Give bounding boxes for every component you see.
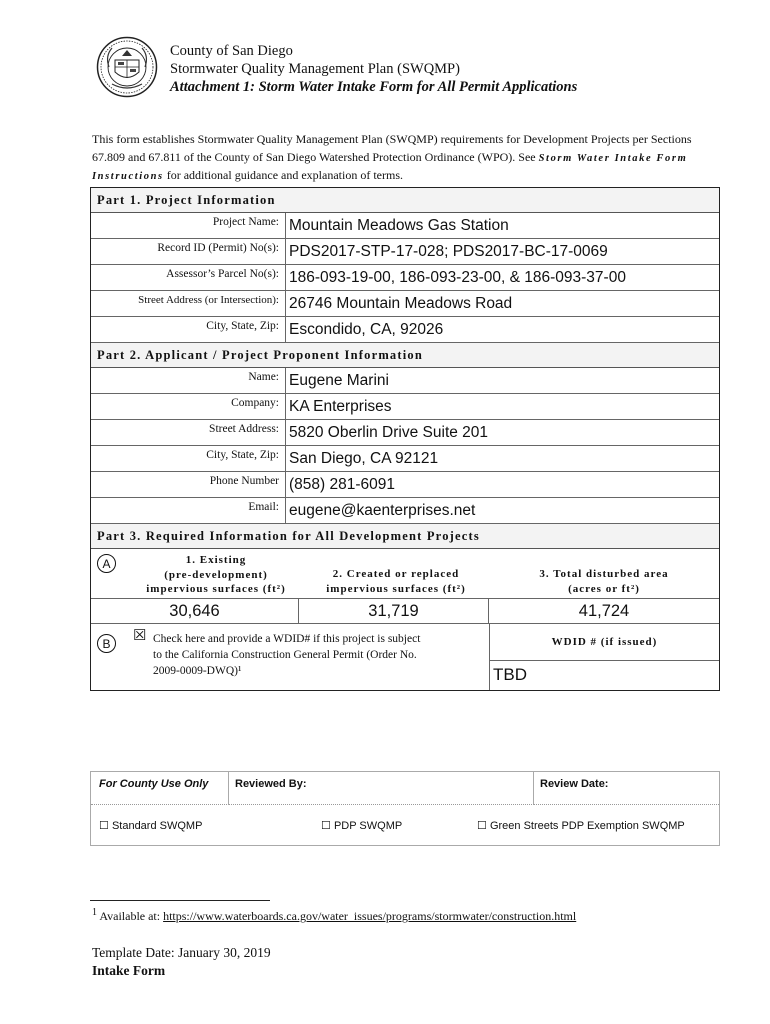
email-field[interactable]: eugene@kaenterprises.net bbox=[285, 498, 719, 523]
part3-heading: Part 3. Required Information for All Development Projects bbox=[91, 524, 719, 549]
project-name-field[interactable]: Mountain Meadows Gas Station bbox=[285, 213, 719, 238]
stormwater-permit-link[interactable]: https://www.waterboards.ca.gov/water_issues/programs/stormwater/construction.html bbox=[163, 909, 577, 923]
attachment-title: Attachment 1: Storm Water Intake Form for All Permit Applications bbox=[170, 79, 578, 95]
impervious-column-headers bbox=[91, 549, 719, 599]
city-state-zip-label: City, State, Zip: bbox=[206, 320, 279, 332]
city-state-zip-field[interactable]: Escondido, CA, 92026 bbox=[285, 317, 719, 342]
wdid-field[interactable]: TBD bbox=[489, 661, 719, 690]
pdp-swqmp-label: PDP SWQMP bbox=[333, 820, 403, 832]
street-address-label: Street Address (or Intersection): bbox=[138, 294, 279, 306]
page-footer bbox=[92, 944, 271, 980]
record-id-field[interactable]: PDS2017-STP-17-028; PDS2017-BC-17-0069 bbox=[285, 239, 719, 264]
intake-form-table bbox=[90, 187, 720, 691]
footnote bbox=[92, 907, 576, 924]
created-header-line1: 2. Created or replaced bbox=[332, 568, 460, 580]
intro-paragraph bbox=[92, 131, 712, 186]
applicant-city-field[interactable]: San Diego, CA 92121 bbox=[285, 446, 719, 471]
street-address-row bbox=[91, 291, 719, 317]
footnote-prefix: Available at: bbox=[99, 909, 161, 923]
county-name: County of San Diego bbox=[170, 43, 293, 59]
phone-label: Phone Number bbox=[209, 475, 279, 487]
reviewed-by-field[interactable]: Reviewed By: bbox=[229, 772, 534, 805]
marker-b: B bbox=[97, 634, 116, 653]
green-streets-label: Green Streets PDP Exemption SWQMP bbox=[489, 820, 685, 832]
project-name-row bbox=[91, 213, 719, 239]
document-header bbox=[170, 42, 577, 96]
created-impervious-field[interactable]: 31,719 bbox=[299, 599, 489, 623]
wdid-description-line1: Check here and provide a WDID# if this project is subject bbox=[153, 633, 421, 645]
standard-swqmp-label: Standard SWQMP bbox=[111, 820, 203, 832]
disturbed-header-line2: (acres or ft²) bbox=[568, 582, 640, 595]
footnote-marker: 1 bbox=[92, 907, 97, 918]
existing-header-line1: 1. Existing bbox=[185, 554, 247, 566]
pdp-swqmp-option[interactable] bbox=[321, 819, 402, 832]
existing-header bbox=[131, 553, 301, 597]
existing-header-line2: (pre-development) bbox=[164, 568, 268, 581]
wdid-label: WDID # (if issued) bbox=[489, 624, 719, 661]
applicant-address-label: Street Address: bbox=[209, 423, 279, 435]
parcel-field[interactable]: 186-093-19-00, 186-093-23-00, & 186-093-37-00 bbox=[285, 265, 719, 290]
created-header bbox=[306, 567, 486, 596]
parcel-label: Assessor’s Parcel No(s): bbox=[166, 268, 279, 280]
instructions-link[interactable]: Storm Water Intake Form Instructions bbox=[92, 152, 688, 182]
review-date-field[interactable]: Review Date: bbox=[534, 772, 719, 805]
marker-a: A bbox=[97, 554, 116, 573]
applicant-city-label: City, State, Zip: bbox=[206, 449, 279, 461]
part2-heading: Part 2. Applicant / Project Proponent Information bbox=[91, 343, 719, 368]
disturbed-header bbox=[489, 567, 719, 596]
applicant-address-row bbox=[91, 420, 719, 446]
record-id-label: Record ID (Permit) No(s): bbox=[157, 242, 279, 254]
disturbed-area-field[interactable]: 41,724 bbox=[578, 602, 630, 620]
county-seal-logo bbox=[96, 36, 158, 98]
city-state-zip-row bbox=[91, 317, 719, 343]
record-id-row bbox=[91, 239, 719, 265]
applicant-address-field[interactable]: 5820 Oberlin Drive Suite 201 bbox=[285, 420, 719, 445]
intro-text-end: for additional guidance and explanation of terms. bbox=[166, 168, 403, 182]
construction-permit-checkbox[interactable]: ☒ bbox=[133, 626, 147, 644]
wdid-section bbox=[91, 624, 719, 690]
parcel-row bbox=[91, 265, 719, 291]
street-address-field[interactable]: 26746 Mountain Meadows Road bbox=[285, 291, 719, 316]
phone-row bbox=[91, 472, 719, 498]
part1-heading: Part 1. Project Information bbox=[91, 188, 719, 213]
created-header-line2: impervious surfaces (ft²) bbox=[326, 582, 466, 595]
county-use-box bbox=[90, 771, 720, 846]
company-label: Company: bbox=[231, 397, 279, 409]
plan-title: Stormwater Quality Management Plan (SWQMP) bbox=[170, 61, 460, 77]
wdid-description-line3: 2009-0009-DWQ)¹ bbox=[153, 665, 242, 677]
existing-header-line3: impervious surfaces (ft²) bbox=[146, 583, 286, 595]
company-field[interactable]: KA Enterprises bbox=[285, 394, 719, 419]
phone-field[interactable]: (858) 281-6091 bbox=[285, 472, 719, 497]
email-row bbox=[91, 498, 719, 524]
email-label: Email: bbox=[248, 501, 279, 513]
applicant-name-label: Name: bbox=[248, 371, 279, 383]
county-use-label: For County Use Only bbox=[91, 772, 229, 805]
applicant-name-row bbox=[91, 368, 719, 394]
company-row bbox=[91, 394, 719, 420]
impervious-values-row bbox=[91, 599, 719, 624]
applicant-city-row bbox=[91, 446, 719, 472]
wdid-description bbox=[153, 631, 493, 679]
applicant-name-field[interactable]: Eugene Marini bbox=[285, 368, 719, 393]
wdid-description-line2: to the California Construction General Permit (Order No. bbox=[153, 649, 417, 661]
green-streets-option[interactable] bbox=[477, 819, 685, 832]
green-streets-checkbox[interactable]: ☐ bbox=[477, 820, 487, 832]
form-name: Intake Form bbox=[92, 963, 166, 978]
intro-text: This form establishes Stormwater Quality Management Plan (SWQMP) requirements for Development Projects per Sections 67.809 and 67.811 of the County of San Diego Watershed Protection Ordinance (WPO). See bbox=[92, 132, 692, 164]
standard-swqmp-option[interactable] bbox=[99, 819, 202, 832]
template-date: Template Date: January 30, 2019 bbox=[92, 945, 271, 960]
footnote-divider bbox=[90, 900, 270, 901]
standard-swqmp-checkbox[interactable]: ☐ bbox=[99, 820, 109, 832]
pdp-swqmp-checkbox[interactable]: ☐ bbox=[321, 820, 331, 832]
disturbed-header-line1: 3. Total disturbed area bbox=[539, 568, 669, 580]
existing-impervious-field[interactable]: 30,646 bbox=[91, 599, 299, 623]
project-name-label: Project Name: bbox=[212, 216, 279, 228]
